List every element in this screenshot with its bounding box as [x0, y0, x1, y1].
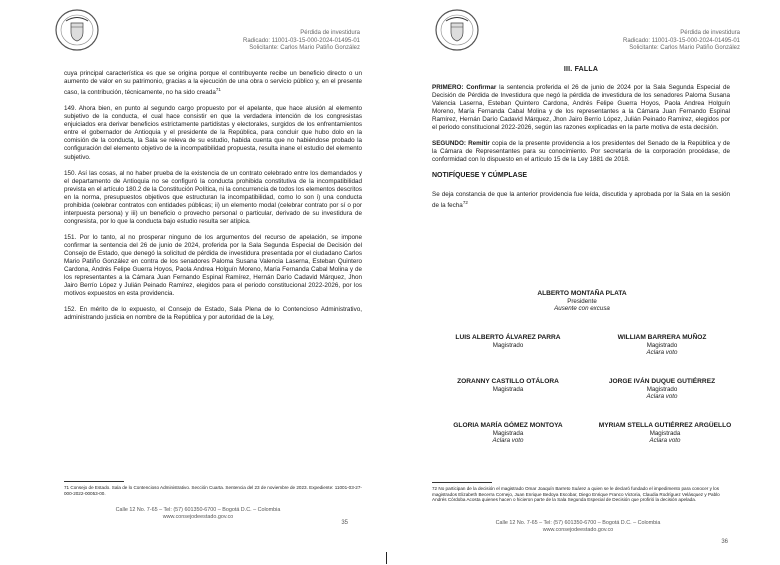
ruling-segundo: SEGUNDO: Remitir copia de la presente providencia a los presidentes del Senado de la República y de la Cámara de Representantes para su conocimiento. Por secretaría de la corporación procédase, de conformidad con lo dispuesto en el artículo 15 de la Ley 1881 de 2018. — [432, 140, 730, 164]
paragraph-149: 149. Ahora bien, en punto al segundo cargo propuesto por el apelante, que hace alusión al elemento subjetivo de la conducta, el cual hace consistir en que la verdadera intención de los congresistas enjuiciados era derivar beneficios estrictamente partidistas y electorales, surgidos de los enfrentamientos entre el gobernador de Antioquia y el presidente de la República, para concluir que hubo dolo en la comisión de la conducta, la Sala se releva de su estudio, habida cuenta que no habiéndose probado la configuración del elemento objetivo de la incompatibilidad propuesta, resulta inane el estudio del elemento subjetivo. — [64, 105, 362, 161]
paragraph-intro: cuya principal característica es que se origina porque el contribuyente recibe un beneficio directo o un aumento de valor en su patrimonio, gracias a la ejecución de una obra o servicio público y, en el presente caso, la contribución, técnicamente, no ha sido creada$^{71}$ — [64, 70, 362, 97]
signature-magistrate: LUIS ALBERTO ÁLVAREZ PARRA Magistrado — [455, 334, 561, 349]
footer-address: Calle 12 No. 7-65 – Tel: (57) 601350-6700 – Bogotá D.C. – Colombia — [495, 520, 661, 526]
page-footer — [22, 507, 374, 521]
paragraph-151: 151. Por lo tanto, al no prosperar ninguno de los argumentos del recurso de apelación, se impone confirmar la sentencia del 26 de junio de 2024, proferida por la Sala Segunda Especial de Decisión del Consejo de Estado, que denegó la solicitud de pérdida de investidura presentada por el ciudadano Carlos Mario Patiño González en contra de los senadores Paloma Susana Valencia Laserna, Esteban Quintero Cardona, Andrés Felipe Guerra Hoyos, Paola Andrea Holguín Moreno, María Fernanda Cabal Molina y de los representantes a la Cámara Juan Fernando Espinal Ramírez, Hernán Darío Cadavid Márquez, Jhon Jairo Berrío López y Julián Peinado Ramírez, elegidos para el periodo constitucional 2022-2026, por los motivos expuestos en esta providencia. — [64, 233, 362, 298]
page-number: 35 — [341, 520, 348, 526]
page-footer — [402, 520, 754, 534]
section-title-falla: III. FALLA — [563, 66, 599, 73]
footnote-71: 71 Consejo de Estado. Sala de lo Contencioso Administrativo. Sección Cuarta. Sentencia del 23 de noviembre de 2023. Expediente: 11001-03-27-000-2022-00053-00. — [64, 485, 362, 496]
signature-magistrate: JORGE IVÁN DUQUE GUTIÉRREZ Magistrado Aclara voto — [608, 378, 716, 401]
paragraph-150: 150. Así las cosas, al no haber prueba de la existencia de un contrato celebrado entre los demandados y el departamento de Antioquia no se configuró la conducta prohibida constitutiva de la incompatibilidad prevista en el artículo 180.2 de la Constitución Política, ni la concurrencia de todos los elementos descritos en la norma, presupuestos objetivos que estructuran la incompatibilidad, como lo son i) una conducta prohibida (celebrar contratos con entidades públicas; ii) un elemento modal (celebrar contrato por sí o por interpuesta persona) y iii) un beneficio o provecho personal o particular, derivado de su investidura de congresista, por lo que la conducta bajo estudio resulta ser atípica. — [64, 169, 362, 225]
signature-magistrate: GLORIA MARÍA GÓMEZ MONTOYA Magistrada Aclara voto — [453, 422, 563, 445]
document-header — [623, 30, 740, 53]
footer-website-link[interactable]: www.consejodeestado.gov.co — [542, 527, 614, 533]
document-page-left — [22, 4, 374, 556]
footnote-divider — [64, 481, 124, 482]
ruling-primero: PRIMERO: Confirmar la sentencia proferida el 26 de junio de 2024 por la Sala Segunda Especial de Decisión de Pérdida de Investidura que negó la pérdida de investidura de los senadores Paloma Susana Valencia Laserna, Esteban Quintero Cardona, Andrés Felipe Guerra Hoyos, Paola Andrea Holguín Moreno, María Fernanda Cabal Molina y de los representantes a la Cámara Juan Fernando Espinal Ramírez, Hernán Darío Cadavid Márquez, Jhon Jairo Berrío López, Julián Peinado Ramírez, elegidos por el periodo constitucional 2022-2026, según las razones explicadas en la parte motiva de esta decisión. — [432, 84, 730, 132]
signature-magistrate: WILLIAM BARRERA MUÑOZ Magistrado Aclara voto — [617, 334, 707, 357]
coat-of-arms-seal-icon — [434, 8, 480, 52]
footer-address: Calle 12 No. 7-65 – Tel: (57) 601350-6700 – Bogotá D.C. – Colombia — [115, 507, 281, 513]
notifiquese-heading: NOTIFÍQUESE Y CÚMPLASE — [432, 172, 528, 180]
footnote-72: 72 No participan de la decisión el magistrado Omar Joaquín Barreto Suárez a quien se le declaró fundado el impedimento para conocer y los magistrados Elizabeth Becerra Cornejo, Juan Enrique Bedoya Escobar, Diego Enrique Franco Victoria, Claudia Rodríguez Velásquez y Pablo Andrés Córdoba Acosta quienes hacen o hicieron parte de la Sala Segunda Especial de Decisión que profirió la decisión apelada. — [432, 486, 720, 503]
header-radicado: Radicado: 11001-03-15-000-2024-01495-01 — [243, 37, 360, 44]
document-header — [243, 30, 360, 53]
header-radicado: Radicado: 11001-03-15-000-2024-01495-01 — [623, 37, 740, 44]
constancia-paragraph: Se deja constancia de que la anterior providencia fue leída, discutida y aprobada por la Sala en la sesión de la fecha$^{72}$ — [432, 190, 730, 209]
page-gap-marker — [386, 552, 387, 564]
header-case-type: Pérdida de investidura — [680, 30, 740, 36]
header-case-type: Pérdida de investidura — [300, 30, 360, 36]
header-solicitante: Solicitante: Carlos Mario Patiño González — [249, 45, 360, 52]
footer-website-link[interactable]: www.consejodeestado.gov.co — [162, 514, 234, 520]
page-body — [432, 66, 730, 218]
coat-of-arms-seal-icon — [54, 8, 100, 52]
signature-magistrate: ZORANNY CASTILLO OTÁLORA Magistrada — [457, 378, 559, 393]
paragraph-152: 152. En mérito de lo expuesto, el Consejo de Estado, Sala Plena de lo Contencioso Administrativo, administrando justicia en nombre de la República y por autoridad de la Ley, — [64, 306, 362, 322]
page-number: 36 — [721, 539, 728, 545]
signature-president: ALBERTO MONTAÑA PLATA Presidente Ausente con excusa — [537, 290, 627, 313]
document-page-right — [402, 4, 754, 556]
signature-magistrate: MYRIAM STELLA GUTIÉRREZ ARGÜELLO Magistrada Aclara voto — [598, 422, 732, 445]
page-body — [64, 70, 362, 330]
footnote-divider — [432, 482, 492, 483]
header-solicitante: Solicitante: Carlos Mario Patiño González — [629, 45, 740, 52]
